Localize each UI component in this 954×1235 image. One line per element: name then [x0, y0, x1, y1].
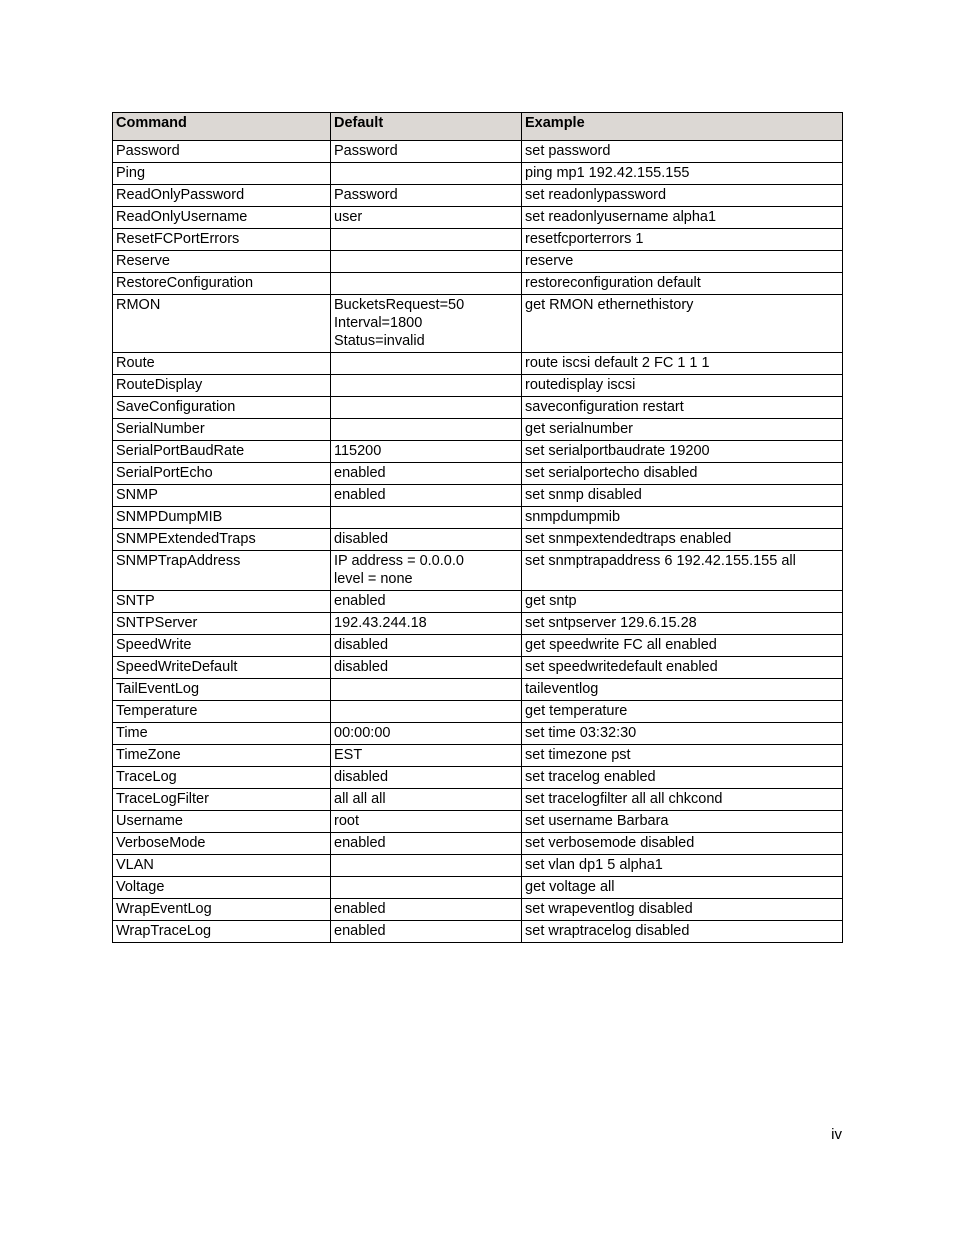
example-cell: set snmp disabled	[522, 485, 843, 507]
default-cell	[331, 855, 522, 877]
example-cell: set readonlypassword	[522, 185, 843, 207]
command-cell: RestoreConfiguration	[113, 273, 331, 295]
default-cell: disabled	[331, 529, 522, 551]
command-cell: Temperature	[113, 701, 331, 723]
example-cell: set verbosemode disabled	[522, 833, 843, 855]
table-row	[113, 507, 843, 529]
default-cell: enabled	[331, 485, 522, 507]
default-cell: disabled	[331, 635, 522, 657]
default-cell	[331, 163, 522, 185]
default-cell: Password	[331, 185, 522, 207]
command-cell: Username	[113, 811, 331, 833]
example-cell: set password	[522, 141, 843, 163]
column-header-command: Command	[113, 113, 331, 141]
command-cell: VerboseMode	[113, 833, 331, 855]
table-row	[113, 375, 843, 397]
command-cell: VLAN	[113, 855, 331, 877]
table-row	[113, 921, 843, 943]
table-row	[113, 353, 843, 375]
table-row	[113, 723, 843, 745]
default-cell	[331, 701, 522, 723]
table-row	[113, 141, 843, 163]
default-cell: all all all	[331, 789, 522, 811]
table-header-row	[113, 113, 843, 141]
page-number: iv	[831, 1126, 842, 1143]
table-row	[113, 463, 843, 485]
example-cell: set readonlyusername alpha1	[522, 207, 843, 229]
example-cell: set wrapeventlog disabled	[522, 899, 843, 921]
example-cell: set vlan dp1 5 alpha1	[522, 855, 843, 877]
default-cell	[331, 419, 522, 441]
default-cell: 115200	[331, 441, 522, 463]
example-cell: restoreconfiguration default	[522, 273, 843, 295]
table-row	[113, 855, 843, 877]
table-row	[113, 811, 843, 833]
command-cell: WrapTraceLog	[113, 921, 331, 943]
command-cell: Route	[113, 353, 331, 375]
default-cell: 00:00:00	[331, 723, 522, 745]
command-cell: SNMP	[113, 485, 331, 507]
command-cell: SNTPServer	[113, 613, 331, 635]
default-cell: enabled	[331, 591, 522, 613]
example-cell: set serialportecho disabled	[522, 463, 843, 485]
command-cell: TimeZone	[113, 745, 331, 767]
example-cell: set serialportbaudrate 19200	[522, 441, 843, 463]
table-row	[113, 485, 843, 507]
default-cell: enabled	[331, 899, 522, 921]
default-cell	[331, 507, 522, 529]
example-cell: set wraptracelog disabled	[522, 921, 843, 943]
example-cell: get voltage all	[522, 877, 843, 899]
default-cell	[331, 375, 522, 397]
command-cell: SerialPortEcho	[113, 463, 331, 485]
table-row	[113, 273, 843, 295]
default-cell: BucketsRequest=50 Interval=1800 Status=invalid	[331, 295, 522, 353]
command-table	[112, 112, 843, 943]
table-row	[113, 229, 843, 251]
command-cell: ResetFCPortErrors	[113, 229, 331, 251]
table-row	[113, 745, 843, 767]
command-cell: Time	[113, 723, 331, 745]
table-row	[113, 899, 843, 921]
default-cell	[331, 877, 522, 899]
command-cell: SNMPExtendedTraps	[113, 529, 331, 551]
command-cell: TraceLogFilter	[113, 789, 331, 811]
default-cell: disabled	[331, 767, 522, 789]
table-row	[113, 613, 843, 635]
command-cell: SerialNumber	[113, 419, 331, 441]
command-cell: SNMPDumpMIB	[113, 507, 331, 529]
command-cell: Voltage	[113, 877, 331, 899]
table-row	[113, 551, 843, 591]
example-cell: snmpdumpmib	[522, 507, 843, 529]
example-cell: get temperature	[522, 701, 843, 723]
table-row	[113, 591, 843, 613]
example-cell: set tracelogfilter all all chkcond	[522, 789, 843, 811]
example-cell: set speedwritedefault enabled	[522, 657, 843, 679]
default-cell	[331, 397, 522, 419]
example-cell: set snmptrapaddress 6 192.42.155.155 all	[522, 551, 843, 591]
default-cell	[331, 229, 522, 251]
table-row	[113, 441, 843, 463]
command-cell: RMON	[113, 295, 331, 353]
command-cell: SaveConfiguration	[113, 397, 331, 419]
table-row	[113, 397, 843, 419]
table-row	[113, 185, 843, 207]
table-row	[113, 767, 843, 789]
example-cell: get RMON ethernethistory	[522, 295, 843, 353]
default-cell: IP address = 0.0.0.0 level = none	[331, 551, 522, 591]
table-row	[113, 635, 843, 657]
default-cell: 192.43.244.18	[331, 613, 522, 635]
column-header-default: Default	[331, 113, 522, 141]
default-cell	[331, 353, 522, 375]
table-row	[113, 251, 843, 273]
command-cell: Password	[113, 141, 331, 163]
table-row	[113, 877, 843, 899]
table-row	[113, 419, 843, 441]
command-cell: Ping	[113, 163, 331, 185]
example-cell: reserve	[522, 251, 843, 273]
example-cell: get speedwrite FC all enabled	[522, 635, 843, 657]
command-cell: ReadOnlyUsername	[113, 207, 331, 229]
default-cell: enabled	[331, 833, 522, 855]
example-cell: saveconfiguration restart	[522, 397, 843, 419]
example-cell: set username Barbara	[522, 811, 843, 833]
default-cell: EST	[331, 745, 522, 767]
command-cell: TailEventLog	[113, 679, 331, 701]
command-cell: WrapEventLog	[113, 899, 331, 921]
default-cell: root	[331, 811, 522, 833]
example-cell: set time 03:32:30	[522, 723, 843, 745]
default-cell: disabled	[331, 657, 522, 679]
example-cell: get serialnumber	[522, 419, 843, 441]
table-row	[113, 163, 843, 185]
command-cell: SpeedWrite	[113, 635, 331, 657]
default-cell	[331, 273, 522, 295]
default-cell	[331, 679, 522, 701]
example-cell: taileventlog	[522, 679, 843, 701]
command-cell: RouteDisplay	[113, 375, 331, 397]
example-cell: ping mp1 192.42.155.155	[522, 163, 843, 185]
default-cell: user	[331, 207, 522, 229]
command-cell: SpeedWriteDefault	[113, 657, 331, 679]
command-cell: SNTP	[113, 591, 331, 613]
command-cell: SerialPortBaudRate	[113, 441, 331, 463]
example-cell: set snmpextendedtraps enabled	[522, 529, 843, 551]
table-row	[113, 833, 843, 855]
default-cell: Password	[331, 141, 522, 163]
example-cell: set timezone pst	[522, 745, 843, 767]
table-body	[113, 141, 843, 943]
example-cell: route iscsi default 2 FC 1 1 1	[522, 353, 843, 375]
command-cell: SNMPTrapAddress	[113, 551, 331, 591]
table-row	[113, 789, 843, 811]
table-row	[113, 701, 843, 723]
table-row	[113, 657, 843, 679]
default-cell: enabled	[331, 921, 522, 943]
table-row	[113, 679, 843, 701]
example-cell: get sntp	[522, 591, 843, 613]
example-cell: set tracelog enabled	[522, 767, 843, 789]
command-cell: Reserve	[113, 251, 331, 273]
column-header-example: Example	[522, 113, 843, 141]
example-cell: set sntpserver 129.6.15.28	[522, 613, 843, 635]
default-cell: enabled	[331, 463, 522, 485]
default-cell	[331, 251, 522, 273]
command-cell: TraceLog	[113, 767, 331, 789]
table-row	[113, 529, 843, 551]
example-cell: resetfcporterrors 1	[522, 229, 843, 251]
example-cell: routedisplay iscsi	[522, 375, 843, 397]
table-row	[113, 207, 843, 229]
table-row	[113, 295, 843, 353]
command-cell: ReadOnlyPassword	[113, 185, 331, 207]
